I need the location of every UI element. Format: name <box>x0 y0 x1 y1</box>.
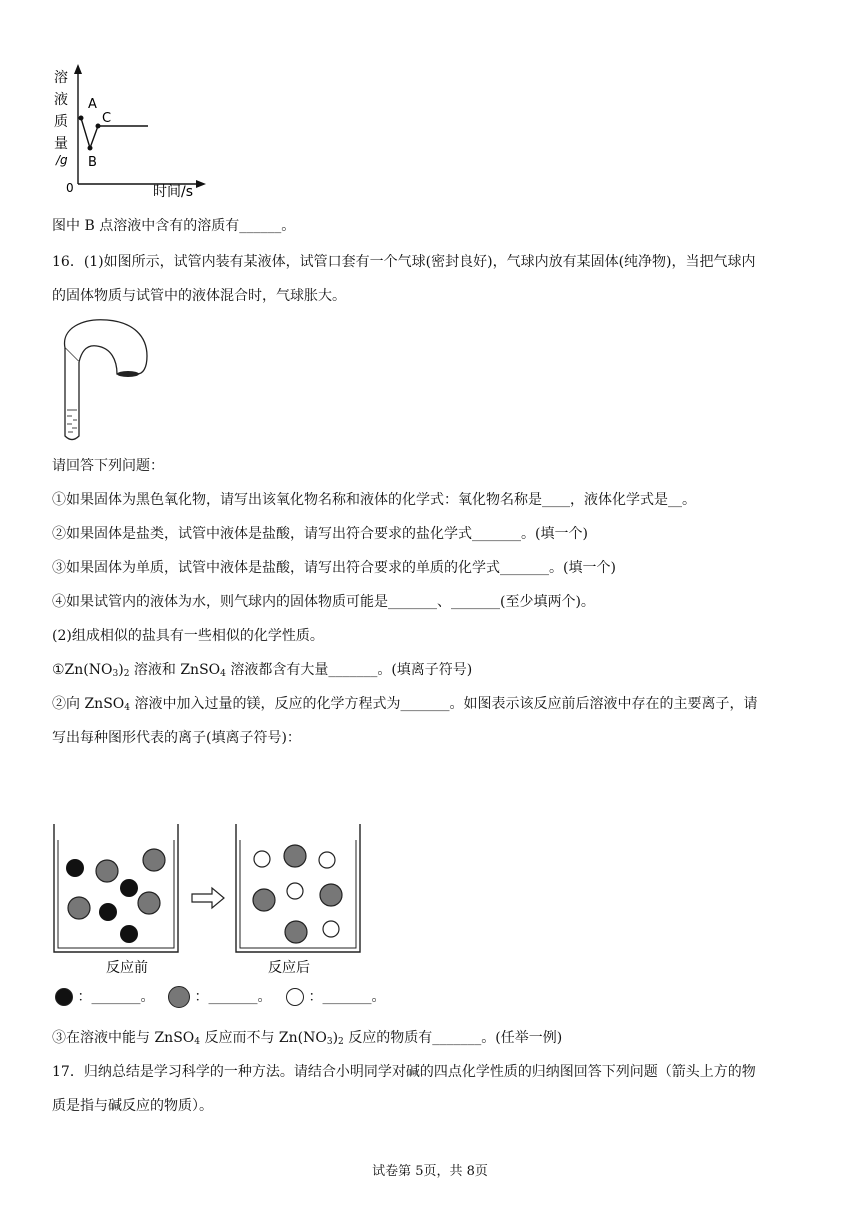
ion-beakers-diagram <box>50 820 370 980</box>
point-c-marker <box>96 124 101 129</box>
question-17-line2: 质是指与碱反应的物质）。 <box>52 1098 213 1114</box>
ion-black <box>120 925 138 943</box>
white-circle-icon <box>286 988 304 1006</box>
point-b-label: B <box>88 155 97 170</box>
question-17-line1: 17．归纳总结是学习科学的一种方法。请结合小明同学对碱的四点化学性质的归纳图回答下列问题（箭头上方的物 <box>52 1064 756 1080</box>
ion-white <box>254 851 270 867</box>
ion-black <box>66 859 84 877</box>
y-label-char: /g <box>56 153 68 167</box>
y-label-char: 量 <box>54 136 68 152</box>
answer-prompt: 请回答下列问题： <box>52 458 164 474</box>
ion-black <box>120 879 138 897</box>
mass-curve <box>81 118 148 148</box>
legend-white: ：_______。 <box>286 986 385 1008</box>
ion-gray <box>68 897 90 919</box>
beaker-before <box>54 824 178 952</box>
test-tube-balloon-diagram <box>55 318 155 444</box>
legend-black: ：_______。 <box>55 986 154 1008</box>
page-footer: 试卷第 5页，共 8页 <box>372 1164 488 1179</box>
ion-gray <box>143 849 165 871</box>
arrow-icon <box>192 888 224 908</box>
beaker-before-label: 反应前 <box>106 960 148 976</box>
ion-gray <box>96 860 118 882</box>
y-label-char: 质 <box>54 114 68 130</box>
black-circle-icon <box>55 988 73 1006</box>
ion-gray <box>138 892 160 914</box>
sub-question-2-1: $①Zn(NO_3)_2$ 溶液和 ZnSO$_4$ 溶液都含有大量_______。(填离子符号) <box>52 662 473 679</box>
y-label-char: 溶 <box>54 70 68 86</box>
ion-gray <box>284 845 306 867</box>
ion-gray <box>320 884 342 906</box>
sub-question-1: ①如果固体为黑色氧化物，请写出该氧化物名称和液体的化学式：氧化物名称是____，液体化学式是__。 <box>52 492 696 508</box>
sub-question-2-3: ③在溶液中能与 ZnSO$_4$ 反应而不与 $Zn(NO_3)_2$ 反应的物质有_______。(任举一例) <box>52 1030 563 1047</box>
y-label-char: 液 <box>54 92 68 108</box>
point-c-label: C <box>102 111 112 126</box>
sub-question-2-2-line2: 写出每种图形代表的离子(填离子符号)： <box>52 730 301 746</box>
question-16-1-line1: 16．(1)如图所示，试管内装有某液体，试管口套有一个气球(密封良好)，气球内放有某固体(纯净物)，当把气球内 <box>52 254 756 270</box>
ion-white <box>323 921 339 937</box>
question-16-1-line2: 的固体物质与试管中的液体混合时，气球胀大。 <box>52 288 346 304</box>
question-16-2: (2)组成相似的盐具有一些相似的化学性质。 <box>52 628 324 644</box>
point-a-label: A <box>88 97 97 112</box>
y-axis-arrow <box>74 64 82 74</box>
point-a-marker <box>79 116 84 121</box>
point-b-marker <box>88 146 93 151</box>
ion-black <box>99 903 117 921</box>
sub-question-2-2-line1: ②向 ZnSO$_4$ 溶液中加入过量的镁，反应的化学方程式为_______。如图表示该反应前后溶液中存在的主要离子，请 <box>52 696 758 713</box>
x-axis-label: 时间/s <box>153 184 194 200</box>
test-tube <box>65 348 79 440</box>
balloon-solid <box>117 371 139 377</box>
sub-question-2: ②如果固体是盐类，试管中液体是盐酸，请写出符合要求的盐化学式_______。(填一个) <box>52 526 588 542</box>
ion-white <box>319 852 335 868</box>
beaker-after-label: 反应后 <box>268 960 310 976</box>
sub-question-3: ③如果固体为单质，试管中液体是盐酸，请写出符合要求的单质的化学式_______。(填一个) <box>52 560 616 576</box>
question-b-point: 图中 B 点溶液中含有的溶质有______。 <box>52 218 296 234</box>
legend-gray: ：_______。 <box>168 986 271 1008</box>
x-axis-arrow <box>196 180 206 188</box>
ion-white <box>287 883 303 899</box>
origin-label: 0 <box>66 181 74 195</box>
ion-gray <box>253 889 275 911</box>
gray-circle-icon <box>168 986 190 1008</box>
sub-question-4: ④如果试管内的液体为水，则气球内的固体物质可能是_______、_______(至少填两个)。 <box>52 594 595 610</box>
ion-gray <box>285 921 307 943</box>
mass-time-graph <box>50 60 220 200</box>
